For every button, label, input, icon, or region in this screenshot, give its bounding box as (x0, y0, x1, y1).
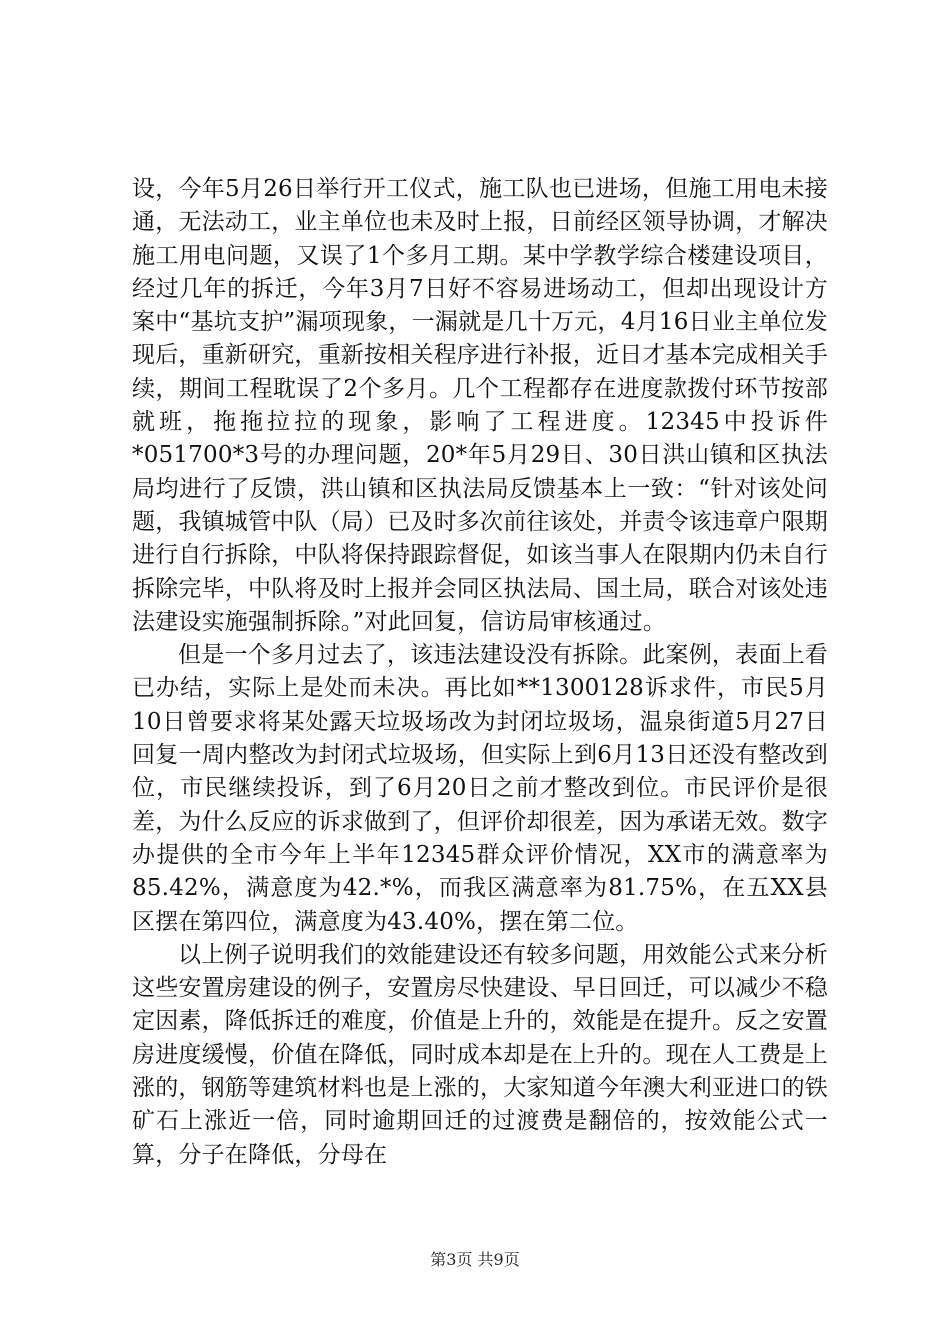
paragraph-third: 以上例子说明我们的效能建设还有较多问题，用效能公式来分析这些安置房建设的例子，安置房尽快建设、早日回迁，可以减少不稳定因素，降低拆迁的难度，价值是上升的，效能是在提升。反之安置房进度缓慢，价值在降低，同时成本却是在上升的。现在人工费是上涨的，钢筋等建筑材料也是上涨的，大家知道今年澳大利亚进口的铁矿石上涨近一倍，同时逾期回迁的过渡费是翻倍的，按效能公式一算，分子在降低，分母在 (132, 941, 828, 1168)
paragraph-continued: 设，今年5月26日举行开工仪式，施工队也已进场，但施工用电未接通，无法动工，业主单位也未及时上报，日前经区领导协调，才解决施工用电问题，又误了1个多月工期。某中学教学综合楼建设项目，经过几年的拆迁，今年3月7日好不容易进场动工，但却出现设计方案中“基坑支护”漏项现象，一漏就是几十万元，4月16日业主单位发现后，重新研究，重新按相关程序进行补报，近日才基本完成相关手续，期间工程耽误了2个多月。几个工程都存在进度款拨付环节按部就班，拖拖拉拉的现象，影响了工程进度。12345中投诉件*051700*3号的办理问题，20*年5月29日、30日洪山镇和区执法局均进行了反馈，洪山镇和区执法局反馈基本上一致：“针对该处问题，我镇城管中队（局）已及时多次前往该处，并责令该违章户限期进行自行拆除，中队将保持跟踪督促，如该当事人在限期内仍未自行拆除完毕，中队将及时上报并会同区执法局、国土局，联合对该处违法建设实施强制拆除。”对此回复，信访局审核通过。 (132, 176, 828, 635)
page-number-footer: 第3页 共9页 (430, 1250, 520, 1269)
paragraph-second: 但是一个多月过去了，该违法建设没有拆除。此案例，表面上看已办结，实际上是处而未决。再比如**1300128诉求件，市民5月10日曾要求将某处露天垃圾场改为封闭垃圾场，温泉街道5月27日回复一周内整改为封闭式垃圾场，但实际上到6月13日还没有整改到位，市民继续投诉，到了6月20日之前才整改到位。市民评价是很差，为什么反应的诉求做到了，但评价却很差，因为承诺无效。数字办提供的全市今年上半年12345群众评价情况，XX市的满意率为85.42%，满意度为42.*%，而我区满意率为81.75%，在五XX县区摆在第四位，满意度为43.40%，摆在第二位。 (132, 642, 828, 935)
document-body (132, 173, 828, 1172)
